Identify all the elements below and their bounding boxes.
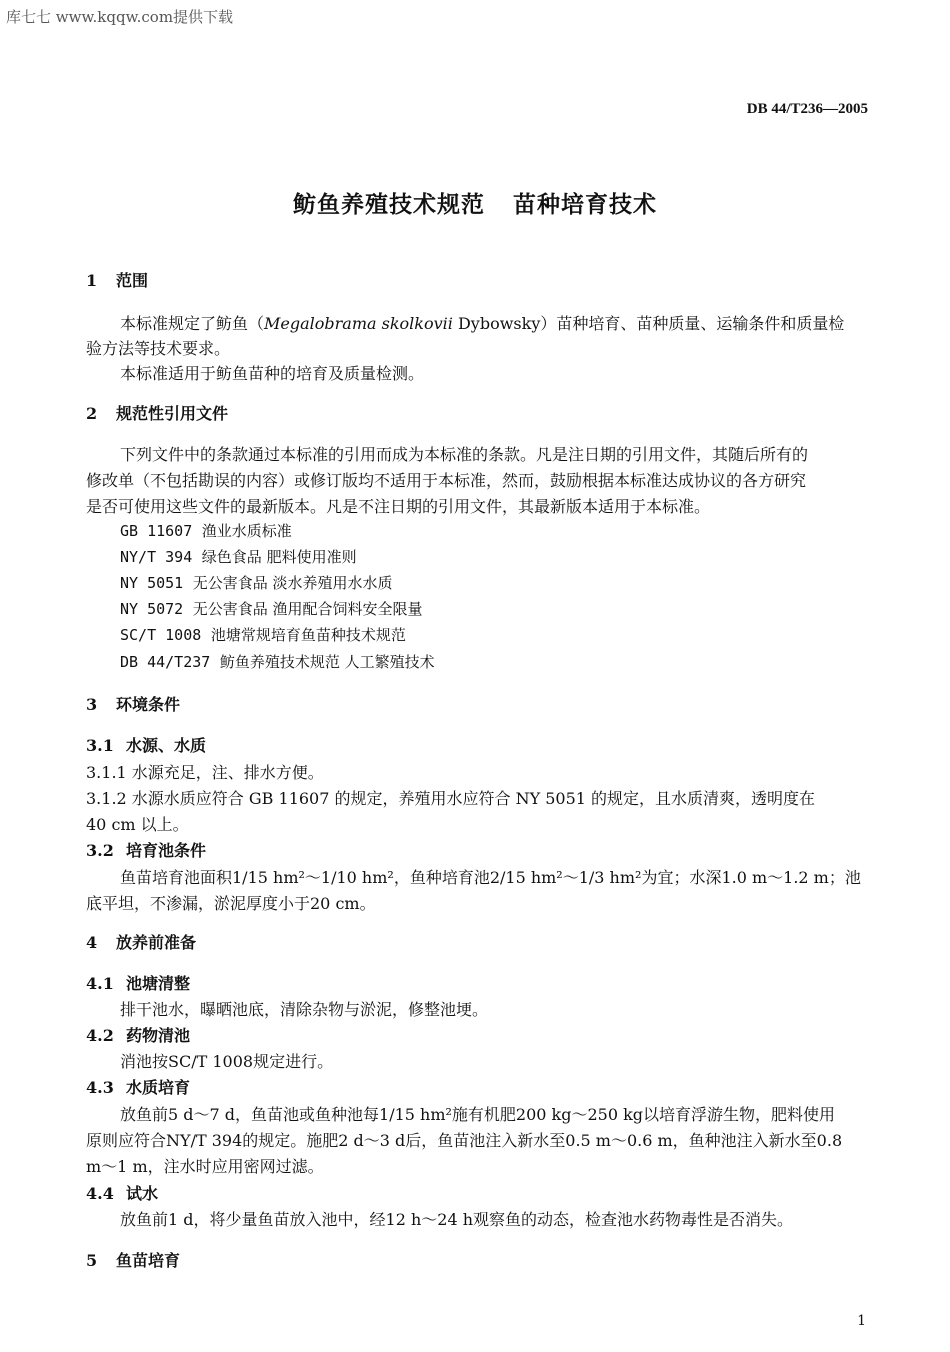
section-3-heading: 3 环境条件 [86,695,181,714]
reference-item: GB 11607 渔业水质标准 [120,522,292,540]
reference-item: SC/T 1008 池塘常规培育鱼苗种技术规范 [120,626,406,644]
title-part-1: 鲂鱼养殖技术规范 [293,191,485,218]
subsection-4-2-heading: 4.2 药物清池 [86,1026,191,1045]
subsection-4-3-heading: 4.3 水质培育 [86,1078,191,1097]
subsection-3-2-line-2: 底平坦，不渗漏，淤泥厚度小于20 cm。 [86,894,376,913]
section-2-paragraph-line-1: 下列文件中的条款通过本标准的引用而成为本标准的条款。凡是注日期的引用文件，其随后所有的 [120,445,809,464]
title-part-2: 苗种培育技术 [513,191,657,218]
section-5-heading: 5 鱼苗培育 [86,1251,181,1270]
section-1-heading: 1 范围 [86,271,149,290]
subsection-4-3-line-2: 原则应符合NY/T 394的规定。施肥2 d～3 d后，鱼苗池注入新水至0.5 m～0.6 m，鱼种池注入新水至0.8 [86,1131,843,1150]
section-1-paragraph-1-line-2: 验方法等技术要求。 [86,339,231,358]
document-title [0,186,950,219]
clause-3-1-1: 3.1.1 水源充足，注、排水方便。 [86,763,324,782]
section-1-paragraph-2: 本标准适用于鲂鱼苗种的培育及质量检测。 [120,364,425,383]
section-4-heading: 4 放养前准备 [86,933,197,952]
reference-item: NY/T 394 绿色食品 肥料使用准则 [120,548,357,566]
subsection-4-4-heading: 4.4 试水 [86,1184,159,1203]
clause-3-1-2-line-2: 40 cm 以上。 [86,815,189,834]
latin-species-name: Megalobrama skolkovii [264,314,453,333]
clause-3-1-2-line-1: 3.1.2 水源水质应符合 GB 11607 的规定，养殖用水应符合 NY 5051 的规定，且水质清爽，透明度在 [86,789,816,808]
reference-item: NY 5072 无公害食品 渔用配合饲料安全限量 [120,600,423,618]
standard-number: DB 44/T236—2005 [746,101,868,117]
subsection-3-1-heading: 3.1 水源、水质 [86,736,207,755]
subsection-4-3-line-1: 放鱼前5 d～7 d，鱼苗池或鱼种池每1/15 hm²施有机肥200 kg～250 kg以培育浮游生物，肥料使用 [120,1105,836,1124]
reference-item: NY 5051 无公害食品 淡水养殖用水水质 [120,574,393,592]
subsection-4-1-heading: 4.1 池塘清整 [86,974,191,993]
reference-item: DB 44/T237 鲂鱼养殖技术规范 人工繁殖技术 [120,653,435,671]
subsection-3-2-line-1: 鱼苗培育池面积1/15 hm²～1/10 hm²，鱼种培育池2/15 hm²～1/3 hm²为宜；水深1.0 m～1.2 m；池 [120,868,861,887]
subsection-4-4-text: 放鱼前1 d，将少量鱼苗放入池中，经12 h～24 h观察鱼的动态，检查池水药物毒性是否消失。 [120,1210,794,1229]
watermark: 库七七 www.kqqw.com提供下载 [6,8,234,26]
subsection-4-1-text: 排干池水，曝晒池底，清除杂物与淤泥，修整池埂。 [120,1000,489,1019]
section-1-paragraph-1-line-1: 本标准规定了鲂鱼（Megalobrama skolkovii Dybowsky）苗种培育、苗种质量、运输条件和质量检 [120,314,845,333]
subsection-4-2-text: 消池按SC/T 1008规定进行。 [120,1052,334,1071]
section-2-paragraph-line-2: 修改单（不包括勘误的内容）或修订版均不适用于本标准，然而，鼓励根据本标准达成协议的各方研究 [86,471,807,490]
section-2-heading: 2 规范性引用文件 [86,404,229,423]
page-number: 1 [857,1313,866,1329]
subsection-3-2-heading: 3.2 培育池条件 [86,841,207,860]
section-2-paragraph-line-3: 是否可使用这些文件的最新版本。凡是不注日期的引用文件，其最新版本适用于本标准。 [86,497,711,516]
subsection-4-3-line-3: m～1 m，注水时应用密网过滤。 [86,1157,324,1176]
